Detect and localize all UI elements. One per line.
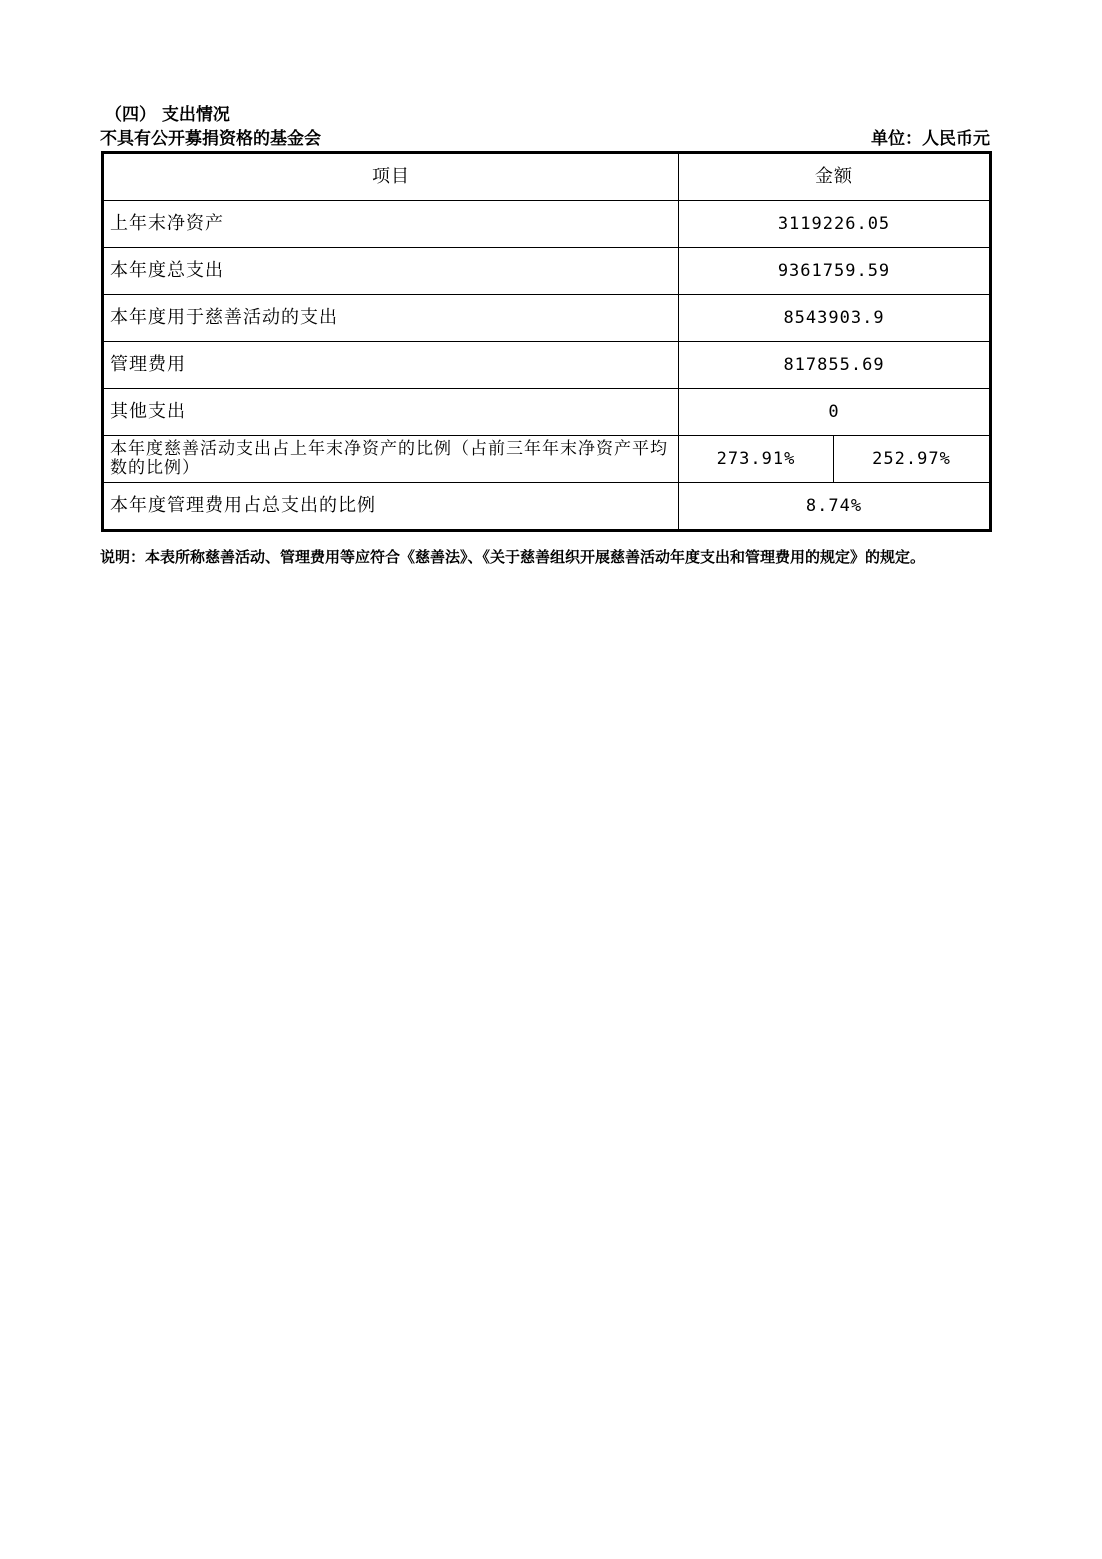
row-value-mgmt-ratio: 8.74% — [679, 483, 991, 531]
table-row — [103, 201, 991, 248]
table-row — [103, 436, 991, 483]
row-label-prior-net-assets: 上年末净资产 — [103, 201, 679, 248]
row-value-charity-ratio-3yr: 252.97% — [834, 436, 991, 483]
table-header-row — [103, 153, 991, 201]
header-item: 项目 — [103, 153, 679, 201]
table-row — [103, 389, 991, 436]
table-row — [103, 248, 991, 295]
row-value-charity-expense: 8543903.9 — [679, 295, 991, 342]
table-row — [103, 295, 991, 342]
row-label-mgmt-ratio: 本年度管理费用占总支出的比例 — [103, 483, 679, 531]
table-row — [103, 483, 991, 531]
row-label-management-fee: 管理费用 — [103, 342, 679, 389]
section-title: （四） 支出情况 — [105, 105, 230, 125]
row-label-charity-expense: 本年度用于慈善活动的支出 — [103, 295, 679, 342]
row-value-prior-net-assets: 3119226.05 — [679, 201, 991, 248]
unit-label: 单位：人民币元 — [871, 129, 990, 149]
row-label-other-expense: 其他支出 — [103, 389, 679, 436]
expense-table — [101, 151, 992, 532]
row-label-total-expense: 本年度总支出 — [103, 248, 679, 295]
org-type-label: 不具有公开募捐资格的基金会 — [100, 129, 321, 149]
table-row — [103, 342, 991, 389]
header-amount: 金额 — [679, 153, 991, 201]
table-subheader — [100, 128, 990, 150]
row-value-total-expense: 9361759.59 — [679, 248, 991, 295]
row-value-other-expense: 0 — [679, 389, 991, 436]
row-value-charity-ratio: 273.91% — [679, 436, 834, 483]
footnote: 说明：本表所称慈善活动、管理费用等应符合《慈善法》、《关于慈善组织开展慈善活动年度支出和管理费用的规定》的规定。 — [100, 548, 926, 566]
row-value-management-fee: 817855.69 — [679, 342, 991, 389]
row-label-charity-ratio: 本年度慈善活动支出占上年末净资产的比例（占前三年年末净资产平均数的比例） — [103, 436, 679, 483]
